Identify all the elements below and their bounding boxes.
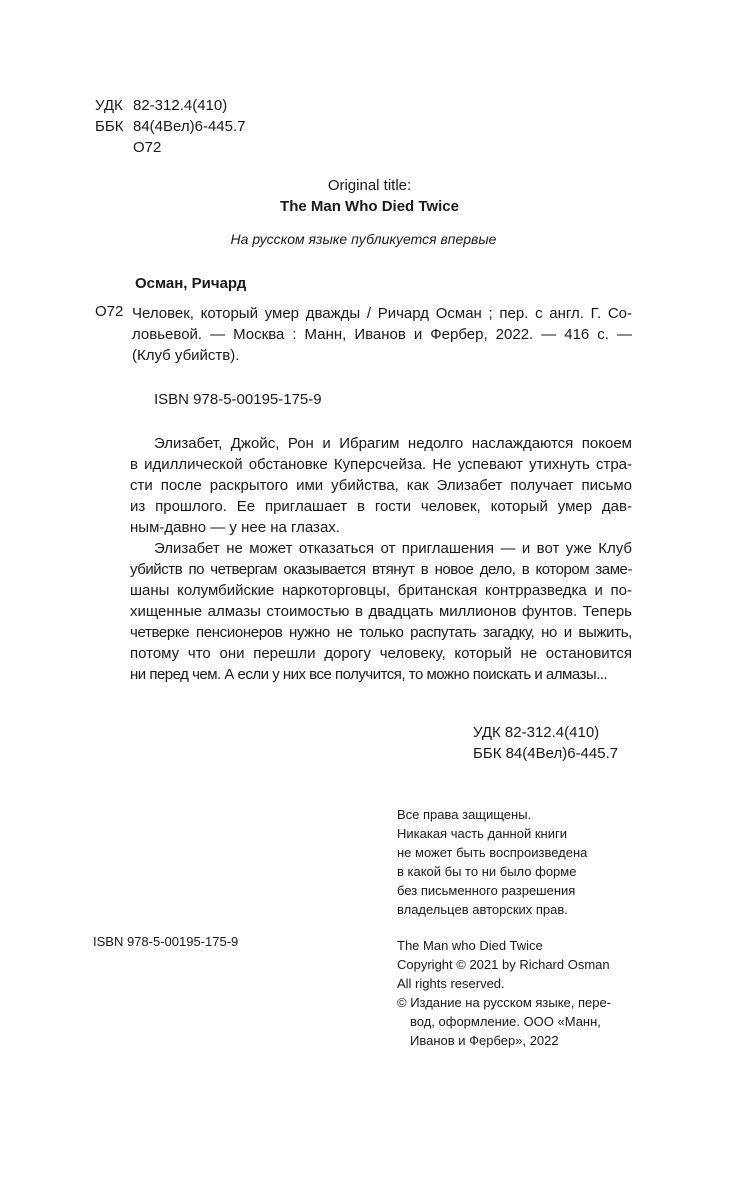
annotation-line: из прошлого. Ее приглашает в гости человек, который умер дав- [130,498,632,515]
rights-line: владельцев авторских прав. [397,902,568,917]
annotation-line: шаны колумбийские наркоторговцы, британская контрразведка и по- [130,582,632,599]
copyright-line: Иванов и Фербер», 2022 [410,1033,559,1048]
annotation-line: хищенные алмазы стоимостью в двадцать миллионов фунтов. Теперь [130,603,632,620]
copyright-line: Copyright © 2021 by Richard Osman [397,957,610,972]
bbk-value: 84(4Вел)6-445.7 [133,118,246,135]
rights-notice [397,805,587,919]
first-publication-note: На русском языке публикуется впервые [230,231,497,247]
isbn-main: ISBN 978-5-00195-175-9 [154,391,322,408]
bbk-bottom: ББК 84(4Вел)6-445.7 [473,745,619,762]
copyright-notice [397,936,611,1050]
rights-line: в какой бы то ни было форме [397,864,577,879]
isbn-bottom: ISBN 978-5-00195-175-9 [93,934,239,949]
bib-line: (Клуб убийств). [132,347,240,364]
udk-label: УДК [95,97,123,114]
annotation-line: убийств по четвергам оказывается втянут в новое дело, в котором заме- [130,561,632,578]
udk-bottom: УДК 82-312.4(410) [473,724,600,741]
bib-line: Человек, который умер дважды / Ричард Осман ; пер. с англ. Г. Со- [132,305,632,322]
original-title: The Man Who Died Twice [280,198,459,215]
annotation-line: Элизабет, Джойс, Рон и Ибрагим недолго наслаждаются покоем [154,435,632,452]
annotation-line: Элизабет не может отказаться от приглашения — и вот уже Клуб [154,540,632,557]
author-mark: О72 [133,139,162,156]
copyright-line: вод, оформление. ООО «Манн, [410,1014,601,1029]
copyright-line: © Издание на русском языке, пере- [397,995,612,1010]
annotation-line: четверке пенсионеров нужно не только распутать загадку, но и выжить, [130,624,632,641]
copyright-line: All rights reserved. [397,976,505,991]
rights-line: Никакая часть данной книги [397,826,567,841]
annotation-line: сти после раскрытого ими убийства, как Элизабет получает письмо [130,477,632,494]
annotation-line: ни перед чем. А если у них все получится, то можно поискать и алмазы... [130,666,608,683]
bbk-label: ББК [95,118,124,135]
rights-line: Все права защищены. [397,807,532,822]
catalog-code: О72 [95,303,124,320]
bib-line: ловьевой. — Москва : Манн, Иванов и Фербер, 2022. — 416 с. — [132,326,632,343]
original-title-label: Original title: [327,177,412,194]
author-heading: Осман, Ричард [135,275,247,292]
rights-line: не может быть воспроизведена [397,845,588,860]
annotation-line: ным-давно — у нее на глазах. [130,519,340,536]
copyright-line: The Man who Died Twice [397,938,543,953]
bibliographic-description [132,303,632,366]
rights-line: без письменного разрешения [397,883,576,898]
udk-value: 82-312.4(410) [133,97,228,114]
annotation-line: в идиллической обстановке Куперсчейза. Не успевают утихнуть стра- [130,456,632,473]
annotation [130,433,632,685]
annotation-line: потому что они перешли дорогу человеку, который не остановится [130,645,632,662]
